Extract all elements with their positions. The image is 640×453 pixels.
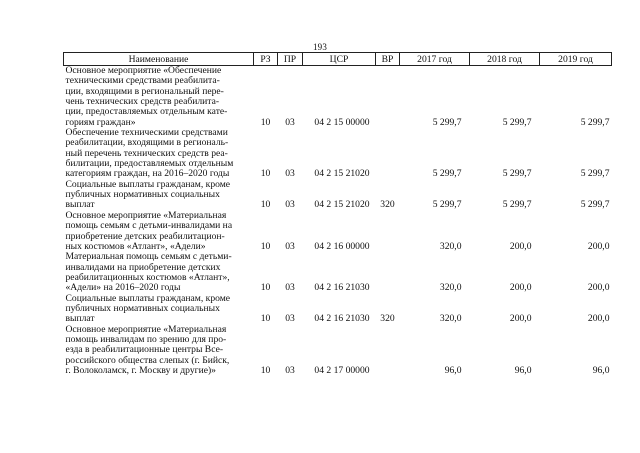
row-name	[64, 325, 254, 377]
row-pr: 03	[285, 199, 295, 211]
row-2018: 5 299,7	[502, 116, 532, 128]
row-name-line: езда в реабилитационные центры Все-	[65, 344, 224, 356]
header-rz: РЗ	[254, 53, 278, 66]
row-vr: 320	[380, 313, 395, 325]
row-name-line: выплат	[65, 313, 95, 325]
row-pr: 03	[285, 313, 295, 325]
row-name-line: приобретение детских реабилитацион-	[65, 230, 225, 242]
row-name-line: ции, входящими в региональный пере-	[65, 85, 224, 97]
row-name-line: инвалидами на приобретение детских	[65, 261, 221, 273]
row-2018: 200,0	[509, 240, 532, 252]
row-name-line: российского общества слепых (г. Бийск,	[65, 354, 230, 366]
row-name-line: ции, предоставляемых отдельным кате-	[65, 106, 228, 118]
row-name-line: Социальные выплаты гражданам, кроме	[65, 292, 231, 304]
row-name-line: выплат	[65, 199, 95, 211]
row-2019: 200,0	[587, 313, 610, 325]
row-name-line: Основное мероприятие «Обеспечение	[65, 65, 222, 76]
row-rz: 10	[260, 313, 271, 325]
row-name-line: категориям граждан, на 2016–2020 годы	[65, 168, 230, 180]
row-name	[64, 252, 254, 293]
row-2019: 5 299,7	[580, 168, 610, 180]
row-csr: 04 2 16 21030	[314, 313, 370, 325]
row-vr	[376, 66, 400, 129]
row-vr	[376, 252, 400, 293]
row-name-line: Социальные выплаты гражданам, кроме	[65, 178, 231, 190]
row-name-line: техническими средствами реабилита-	[65, 75, 220, 87]
row-name	[64, 211, 254, 252]
row-name-line: «Адели» на 2016–2020 годы	[65, 282, 181, 294]
row-name	[64, 66, 254, 129]
row-pr: 03	[285, 116, 295, 128]
row-pr: 03	[285, 364, 295, 376]
row-name	[64, 180, 254, 211]
row-pr: 03	[285, 282, 295, 294]
row-2018: 200,0	[509, 282, 532, 294]
row-name-line: ный перечень технических средств реа-	[65, 147, 228, 159]
budget-table	[63, 52, 612, 376]
row-name-line: реабилитации, входящими в региональ-	[65, 137, 229, 149]
row-vr	[376, 325, 400, 377]
row-csr: 04 2 15 21020	[314, 168, 370, 180]
row-2018: 96,0	[514, 364, 532, 376]
table-row	[64, 325, 612, 377]
row-2017: 5 299,7	[432, 168, 462, 180]
row-csr: 04 2 15 00000	[314, 116, 370, 128]
row-name-line: Материальная помощь семьям с детьми-	[65, 251, 232, 263]
row-vr	[376, 211, 400, 252]
row-2017: 5 299,7	[432, 116, 462, 128]
row-2017: 96,0	[444, 364, 462, 376]
row-2018: 5 299,7	[502, 168, 532, 180]
table-row	[64, 294, 612, 325]
row-vr: 320	[380, 199, 395, 211]
row-name-line: Основное мероприятие «Материальная	[65, 209, 227, 221]
row-name-line: реабилитационных костюмов «Атлант»,	[65, 271, 230, 283]
header-csr: ЦСР	[303, 53, 376, 66]
row-name-line: билитации, предоставляемых отдельным	[65, 158, 234, 170]
row-2019: 5 299,7	[580, 116, 610, 128]
header-2017: 2017 год	[400, 53, 470, 66]
header-pr: ПР	[278, 53, 303, 66]
table-row	[64, 211, 612, 252]
row-pr: 03	[285, 240, 295, 252]
row-name	[64, 128, 254, 180]
row-pr: 03	[285, 168, 295, 180]
row-2017: 320,0	[439, 282, 462, 294]
row-name-line: публичных нормативных социальных	[65, 302, 220, 314]
header-2019: 2019 год	[540, 53, 612, 66]
row-rz: 10	[260, 240, 271, 252]
table-header-row	[64, 53, 612, 66]
row-name-line: помощь инвалидам по зрению для про-	[65, 333, 227, 345]
row-2017: 320,0	[439, 313, 462, 325]
row-name-line: Обеспечение техническими средствами	[65, 127, 228, 139]
row-rz: 10	[260, 168, 271, 180]
row-csr: 04 2 16 00000	[314, 240, 370, 252]
row-name-line: помощь семьям с детьми-инвалидами на	[65, 220, 233, 232]
row-name-line: чень технических средств реабилита-	[65, 96, 220, 108]
row-rz: 10	[260, 282, 271, 294]
row-name-line: гориям граждан»	[65, 116, 136, 128]
page-number: 193	[312, 42, 328, 52]
row-2017: 320,0	[439, 240, 462, 252]
table-row	[64, 180, 612, 211]
row-csr: 04 2 16 21030	[314, 282, 370, 294]
row-2018: 5 299,7	[502, 199, 532, 211]
table-row	[64, 252, 612, 293]
row-rz: 10	[260, 364, 271, 376]
row-2019: 5 299,7	[580, 199, 610, 211]
row-name	[64, 294, 254, 325]
row-2017: 5 299,7	[432, 199, 462, 211]
row-csr: 04 2 15 21020	[314, 199, 370, 211]
header-vr: ВР	[376, 53, 400, 66]
table-row	[64, 128, 612, 180]
row-rz: 10	[260, 116, 271, 128]
row-2019: 200,0	[587, 240, 610, 252]
row-name-line: ных костюмов «Атлант», «Адели»	[65, 240, 206, 252]
row-name-line: г. Волоколамск, г. Москву и другие)»	[65, 364, 216, 376]
row-2019: 96,0	[592, 364, 610, 376]
header-2018: 2018 год	[470, 53, 540, 66]
row-vr	[376, 128, 400, 180]
table-body	[64, 66, 612, 377]
table-row	[64, 66, 612, 129]
row-2018: 200,0	[509, 313, 532, 325]
header-name: Наименование	[64, 53, 254, 66]
row-name-line: публичных нормативных социальных	[65, 189, 220, 201]
row-2019: 200,0	[587, 282, 610, 294]
row-csr: 04 2 17 00000	[314, 364, 370, 376]
row-name-line: Основное мероприятие «Материальная	[65, 323, 227, 335]
row-rz: 10	[260, 199, 271, 211]
